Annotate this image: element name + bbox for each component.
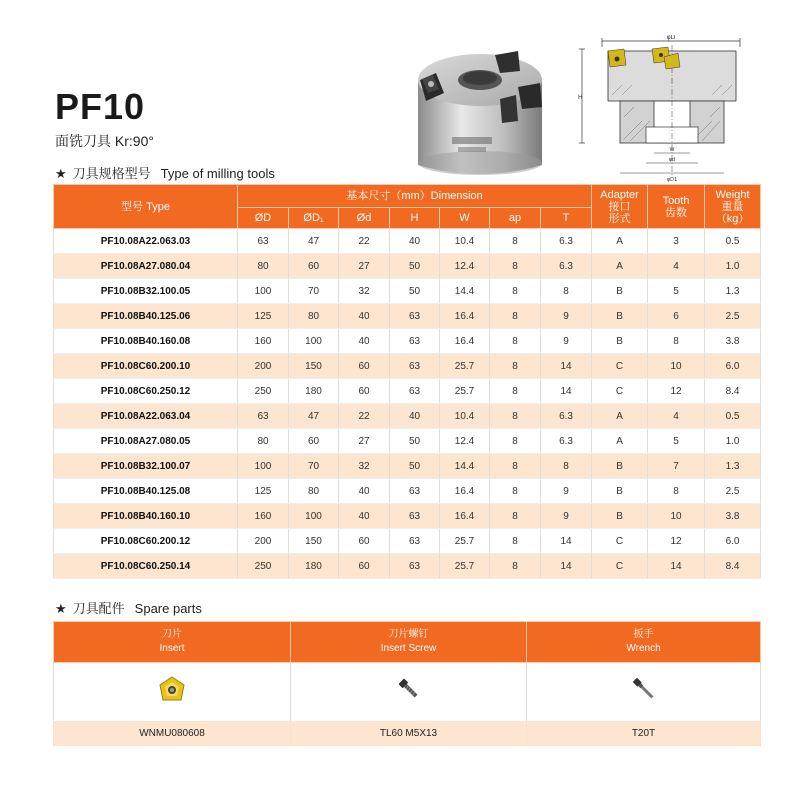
cell-d: 40 [339, 304, 390, 329]
cell-ap: 8 [490, 504, 541, 529]
cell-adapter: A [592, 404, 648, 429]
cell-tooth: 8 [648, 329, 705, 354]
cell-tooth: 3 [648, 229, 705, 254]
cell-w: 25.7 [440, 379, 490, 404]
cell-h: 63 [390, 554, 440, 579]
cell-tooth: 12 [648, 529, 705, 554]
cell-tooth: 12 [648, 379, 705, 404]
type-header: 型号 Type [54, 185, 238, 229]
cell-t: 8 [541, 454, 592, 479]
cell-type: PF10.08C60.200.10 [54, 354, 238, 379]
cell-w: 16.4 [440, 329, 490, 354]
tooth-header [648, 185, 705, 229]
spec-title-cn: 刀具规格型号 [72, 166, 151, 181]
cell-od1: 80 [289, 479, 339, 504]
page-title: PF10 [55, 86, 146, 127]
cell-ap: 8 [490, 404, 541, 429]
cell-type: PF10.08B40.125.06 [54, 304, 238, 329]
cell-t: 8 [541, 279, 592, 304]
cell-od1: 180 [289, 554, 339, 579]
table-row [54, 429, 761, 454]
cell-h: 40 [390, 404, 440, 429]
cell-ap: 8 [490, 329, 541, 354]
cell-od1: 47 [289, 229, 339, 254]
cell-adapter: B [592, 329, 648, 354]
cell-od1: 70 [289, 279, 339, 304]
cell-type: PF10.08B40.125.08 [54, 479, 238, 504]
cell-type: PF10.08B40.160.08 [54, 329, 238, 354]
cell-h: 63 [390, 379, 440, 404]
spec-table [53, 184, 761, 579]
cell-od1: 60 [289, 254, 339, 279]
cell-h: 63 [390, 354, 440, 379]
tooth-header-cn: 齿数 [665, 206, 688, 219]
table-row [54, 529, 761, 554]
weight-header [705, 185, 761, 229]
cell-adapter: B [592, 504, 648, 529]
screw-icon [394, 674, 424, 704]
cell-h: 63 [390, 529, 440, 554]
cell-w: 14.4 [440, 279, 490, 304]
cell-weight: 0.5 [705, 229, 761, 254]
cell-ap: 8 [490, 429, 541, 454]
insert-value: WNMU080608 [54, 721, 291, 746]
cell-adapter: B [592, 479, 648, 504]
cell-weight: 6.0 [705, 529, 761, 554]
wrench-icon [629, 674, 659, 704]
cell-h: 63 [390, 504, 440, 529]
cell-tooth: 7 [648, 454, 705, 479]
dim-col-d: Ød [339, 208, 390, 229]
dim-col-od1: ØD₁ [289, 208, 339, 229]
cell-weight: 2.5 [705, 479, 761, 504]
cell-h: 50 [390, 454, 440, 479]
cell-od1: 60 [289, 429, 339, 454]
cell-od1: 150 [289, 354, 339, 379]
adapter-header-cn2: 形式 [608, 212, 631, 225]
cell-weight: 3.8 [705, 504, 761, 529]
cell-w: 16.4 [440, 504, 490, 529]
cell-adapter: B [592, 279, 648, 304]
insert-icon [157, 674, 187, 704]
cell-od: 80 [238, 429, 289, 454]
cell-tooth: 5 [648, 279, 705, 304]
cell-od: 125 [238, 304, 289, 329]
cell-t: 6.3 [541, 429, 592, 454]
parts-section-heading [55, 598, 202, 617]
cell-t: 9 [541, 304, 592, 329]
tooth-header-en: Tooth [662, 194, 690, 207]
cell-type: PF10.08B40.160.10 [54, 504, 238, 529]
cell-h: 50 [390, 279, 440, 304]
cell-type: PF10.08B32.100.05 [54, 279, 238, 304]
cell-d: 40 [339, 504, 390, 529]
cell-adapter: B [592, 454, 648, 479]
drawing-h-label: H [578, 94, 583, 101]
table-row [54, 279, 761, 304]
adapter-header [592, 185, 648, 229]
cell-t: 9 [541, 504, 592, 529]
cell-h: 40 [390, 229, 440, 254]
cell-d: 40 [339, 329, 390, 354]
cell-adapter: C [592, 354, 648, 379]
drawing-hole-label: φd [668, 157, 676, 163]
cell-weight: 3.8 [705, 329, 761, 354]
cell-adapter: C [592, 554, 648, 579]
screw-header-en: Insert Screw [380, 643, 437, 654]
cell-d: 60 [339, 529, 390, 554]
cell-w: 10.4 [440, 404, 490, 429]
cell-w: 25.7 [440, 529, 490, 554]
cell-ap: 8 [490, 379, 541, 404]
cell-adapter: B [592, 304, 648, 329]
cell-t: 6.3 [541, 229, 592, 254]
table-row [54, 354, 761, 379]
cell-ap: 8 [490, 479, 541, 504]
table-row [54, 379, 761, 404]
cell-w: 16.4 [440, 479, 490, 504]
cell-d: 32 [339, 279, 390, 304]
drawing-od-label: φD [666, 35, 676, 41]
cell-type: PF10.08C60.250.12 [54, 379, 238, 404]
cell-weight: 6.0 [705, 354, 761, 379]
cell-ap: 8 [490, 354, 541, 379]
cell-h: 63 [390, 329, 440, 354]
cell-tooth: 6 [648, 304, 705, 329]
cell-od1: 70 [289, 454, 339, 479]
cell-od1: 100 [289, 329, 339, 354]
cell-h: 63 [390, 479, 440, 504]
cell-od1: 47 [289, 404, 339, 429]
star-icon: ★ [55, 166, 67, 181]
dimension-header: 基本尺寸（mm）Dimension [238, 185, 592, 208]
cell-type: PF10.08A22.063.04 [54, 404, 238, 429]
spec-title-en: Type of milling tools [160, 166, 275, 181]
cell-ap: 8 [490, 554, 541, 579]
cell-tooth: 5 [648, 429, 705, 454]
screw-image-cell [291, 663, 527, 721]
parts-title-cn: 刀具配件 [72, 601, 125, 616]
cell-od: 160 [238, 329, 289, 354]
insert-image-cell [54, 663, 291, 721]
parts-header-insert [54, 622, 291, 663]
cell-ap: 8 [490, 279, 541, 304]
cell-d: 22 [339, 229, 390, 254]
wrench-header-cn: 扳手 [633, 629, 654, 640]
cell-weight: 1.0 [705, 429, 761, 454]
parts-header-screw [291, 622, 527, 663]
screw-header-cn: 刀片螺钉 [388, 629, 429, 640]
parts-header-wrench [527, 622, 761, 663]
cell-tooth: 4 [648, 254, 705, 279]
table-row [54, 454, 761, 479]
table-row [54, 504, 761, 529]
cell-d: 60 [339, 554, 390, 579]
cell-weight: 1.3 [705, 454, 761, 479]
cell-adapter: A [592, 429, 648, 454]
cell-w: 16.4 [440, 304, 490, 329]
cell-t: 14 [541, 529, 592, 554]
cell-w: 25.7 [440, 354, 490, 379]
dim-col-od: ØD [238, 208, 289, 229]
cell-tooth: 10 [648, 504, 705, 529]
cell-weight: 1.0 [705, 254, 761, 279]
cell-od: 125 [238, 479, 289, 504]
cell-d: 27 [339, 254, 390, 279]
star-icon: ★ [55, 601, 67, 616]
cell-d: 32 [339, 454, 390, 479]
cell-h: 50 [390, 429, 440, 454]
cell-tooth: 4 [648, 404, 705, 429]
cell-od1: 80 [289, 304, 339, 329]
face-mill-photo [400, 35, 560, 180]
cell-tooth: 14 [648, 554, 705, 579]
page-subtitle: 面铣刀具 Kr:90° [55, 133, 154, 149]
cell-t: 14 [541, 354, 592, 379]
table-row [54, 254, 761, 279]
table-row [54, 554, 761, 579]
wrench-header-en: Wrench [626, 643, 661, 654]
cell-od: 100 [238, 454, 289, 479]
cell-d: 40 [339, 479, 390, 504]
cell-w: 14.4 [440, 454, 490, 479]
cell-h: 63 [390, 304, 440, 329]
cell-t: 14 [541, 554, 592, 579]
cell-tooth: 10 [648, 354, 705, 379]
cell-adapter: A [592, 229, 648, 254]
cell-od: 250 [238, 379, 289, 404]
cell-t: 14 [541, 379, 592, 404]
table-row [54, 479, 761, 504]
screw-value: TL60 M5X13 [291, 721, 527, 746]
table-row [54, 404, 761, 429]
cell-w: 12.4 [440, 429, 490, 454]
dim-col-t: T [541, 208, 592, 229]
insert-header-en: Insert [159, 643, 185, 654]
cell-ap: 8 [490, 254, 541, 279]
table-row [54, 229, 761, 254]
cell-weight: 2.5 [705, 304, 761, 329]
cell-weight: 8.4 [705, 554, 761, 579]
cell-od: 200 [238, 354, 289, 379]
table-row [54, 329, 761, 354]
cell-weight: 1.3 [705, 279, 761, 304]
table-row [54, 304, 761, 329]
cell-adapter: C [592, 379, 648, 404]
cell-adapter: C [592, 529, 648, 554]
cell-od: 80 [238, 254, 289, 279]
insert-header-cn: 刀片 [162, 629, 182, 640]
cell-weight: 0.5 [705, 404, 761, 429]
adapter-header-cn1: 接口 [608, 200, 631, 213]
cell-w: 25.7 [440, 554, 490, 579]
svg-text:W: W [669, 147, 675, 153]
weight-header-unit: （kg） [715, 212, 750, 225]
cell-t: 9 [541, 479, 592, 504]
wrench-value: T20T [527, 721, 761, 746]
cell-od: 100 [238, 279, 289, 304]
weight-header-en: Weight [715, 188, 750, 201]
dim-col-w: W [440, 208, 490, 229]
cell-od: 160 [238, 504, 289, 529]
cell-tooth: 8 [648, 479, 705, 504]
cell-d: 60 [339, 354, 390, 379]
cell-od: 200 [238, 529, 289, 554]
weight-header-cn: 重量 [721, 200, 744, 213]
cell-h: 50 [390, 254, 440, 279]
cell-t: 6.3 [541, 404, 592, 429]
cell-type: PF10.08A27.080.04 [54, 254, 238, 279]
technical-drawing [572, 35, 772, 183]
cell-od: 63 [238, 229, 289, 254]
cell-od1: 150 [289, 529, 339, 554]
cell-type: PF10.08A22.063.03 [54, 229, 238, 254]
cell-type: PF10.08C60.200.12 [54, 529, 238, 554]
cell-w: 12.4 [440, 254, 490, 279]
dim-col-h: H [390, 208, 440, 229]
cell-type: PF10.08B32.100.07 [54, 454, 238, 479]
cell-type: PF10.08A27.080.05 [54, 429, 238, 454]
cell-t: 6.3 [541, 254, 592, 279]
spec-table-body [54, 229, 761, 579]
cell-od: 250 [238, 554, 289, 579]
cell-od1: 100 [289, 504, 339, 529]
cell-ap: 8 [490, 304, 541, 329]
cell-type: PF10.08C60.250.14 [54, 554, 238, 579]
cell-ap: 8 [490, 529, 541, 554]
spec-section-heading [55, 163, 275, 182]
parts-table [53, 621, 761, 746]
cell-adapter: A [592, 254, 648, 279]
cell-weight: 8.4 [705, 379, 761, 404]
dim-col-ap: ap [490, 208, 541, 229]
cell-ap: 8 [490, 454, 541, 479]
cell-d: 22 [339, 404, 390, 429]
cell-od1: 180 [289, 379, 339, 404]
cell-od: 63 [238, 404, 289, 429]
drawing-od1-label: φD1 [666, 177, 678, 183]
wrench-image-cell [527, 663, 761, 721]
cell-d: 60 [339, 379, 390, 404]
cell-ap: 8 [490, 229, 541, 254]
cell-w: 10.4 [440, 229, 490, 254]
adapter-header-en: Adapter [600, 188, 639, 201]
parts-title-en: Spare parts [134, 601, 202, 616]
cell-t: 9 [541, 329, 592, 354]
cell-d: 27 [339, 429, 390, 454]
